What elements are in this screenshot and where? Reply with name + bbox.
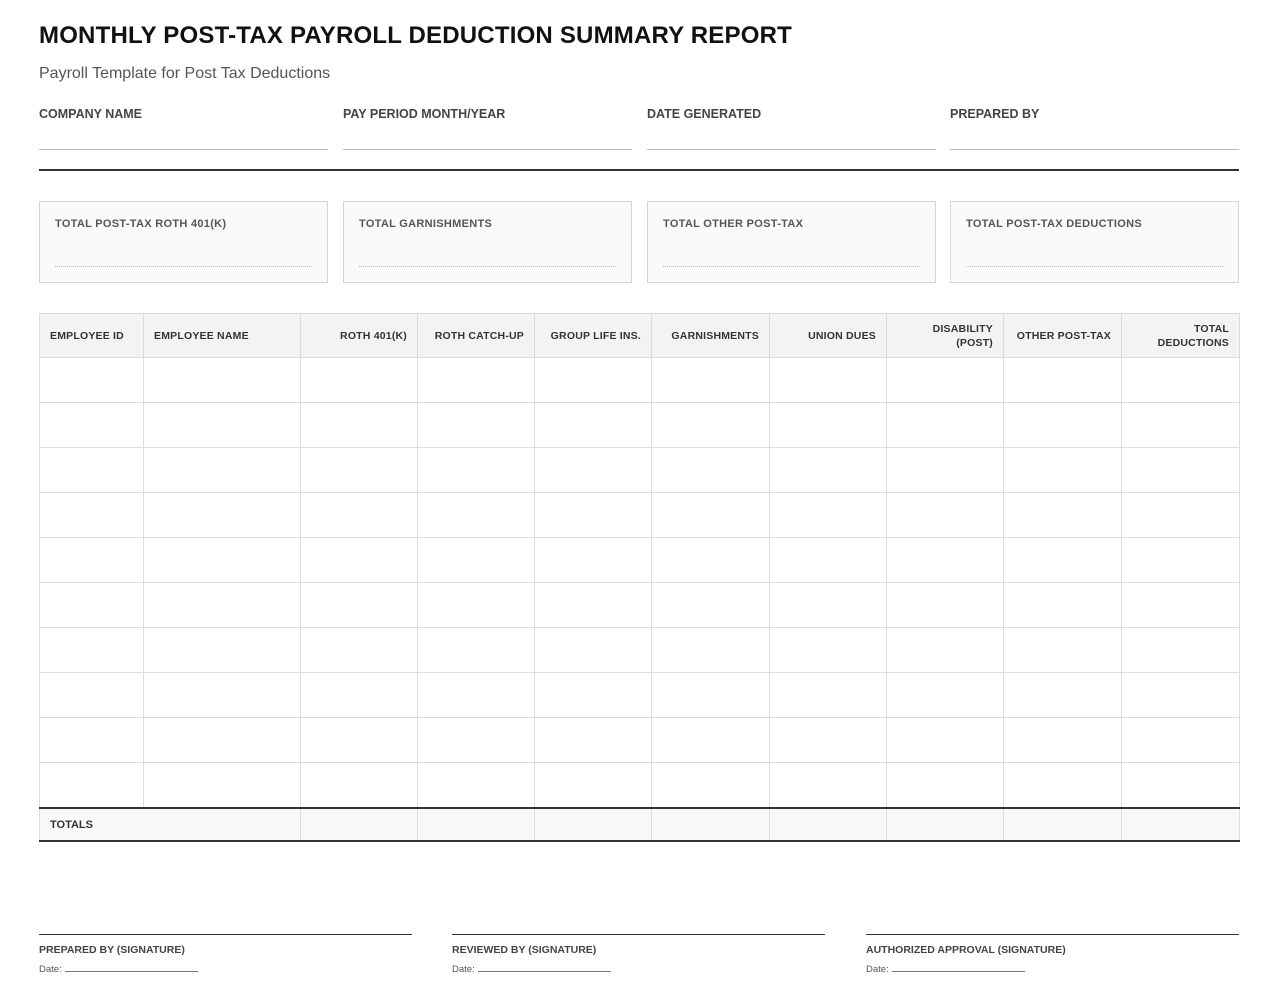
table-cell[interactable] bbox=[535, 673, 652, 718]
table-cell[interactable] bbox=[40, 583, 144, 628]
table-cell[interactable] bbox=[652, 763, 770, 809]
company-name-label: COMPANY NAME bbox=[39, 107, 143, 121]
summary-card-total-deductions bbox=[950, 201, 1239, 283]
totals-cell[interactable] bbox=[1004, 808, 1122, 841]
table-cell[interactable] bbox=[1004, 763, 1122, 809]
prepared-by-label: PREPARED BY bbox=[950, 107, 1040, 121]
totals-label: TOTALS bbox=[40, 808, 301, 841]
signature-date-blank[interactable] bbox=[478, 963, 611, 972]
table-header bbox=[40, 314, 1240, 358]
table-cell[interactable] bbox=[144, 493, 301, 538]
summary-card-label: TOTAL GARNISHMENTS bbox=[359, 218, 493, 230]
table-cell[interactable] bbox=[418, 583, 535, 628]
table-cell[interactable] bbox=[770, 358, 887, 403]
totals-cell[interactable] bbox=[301, 808, 418, 841]
totals-cell[interactable] bbox=[770, 808, 887, 841]
column-header: ROTH CATCH-UP bbox=[418, 314, 535, 358]
table-cell[interactable] bbox=[652, 583, 770, 628]
table-cell[interactable] bbox=[652, 538, 770, 583]
summary-card-other-post-tax bbox=[647, 201, 936, 283]
table-cell[interactable] bbox=[40, 493, 144, 538]
table-cell[interactable] bbox=[887, 718, 1004, 763]
table-cell[interactable] bbox=[301, 493, 418, 538]
table-cell[interactable] bbox=[652, 358, 770, 403]
table-cell[interactable] bbox=[770, 403, 887, 448]
table-cell[interactable] bbox=[301, 448, 418, 493]
table-cell[interactable] bbox=[418, 673, 535, 718]
table-cell[interactable] bbox=[887, 358, 1004, 403]
deductions-table bbox=[39, 313, 1240, 842]
summary-cards bbox=[39, 201, 1239, 283]
date-generated-label: DATE GENERATED bbox=[647, 107, 762, 121]
table-cell[interactable] bbox=[144, 358, 301, 403]
table-cell[interactable] bbox=[652, 628, 770, 673]
table-cell[interactable] bbox=[535, 538, 652, 583]
table-cell[interactable] bbox=[301, 628, 418, 673]
table-cell[interactable] bbox=[770, 448, 887, 493]
table-cell[interactable] bbox=[301, 583, 418, 628]
table-cell[interactable] bbox=[1122, 448, 1240, 493]
table-cell[interactable] bbox=[1004, 673, 1122, 718]
table-cell[interactable] bbox=[144, 583, 301, 628]
totals-cell[interactable] bbox=[1122, 808, 1240, 841]
table-cell[interactable] bbox=[652, 448, 770, 493]
table-row bbox=[40, 673, 1240, 718]
table-cell[interactable] bbox=[887, 763, 1004, 809]
column-header: GARNISHMENTS bbox=[652, 314, 770, 358]
column-header: EMPLOYEE NAME bbox=[144, 314, 301, 358]
summary-card-label: TOTAL POST-TAX DEDUCTIONS bbox=[966, 218, 1142, 230]
table-cell[interactable] bbox=[418, 493, 535, 538]
table-cell[interactable] bbox=[1004, 358, 1122, 403]
table-cell[interactable] bbox=[418, 718, 535, 763]
table-row bbox=[40, 403, 1240, 448]
column-header: TOTAL DEDUCTIONS bbox=[1122, 314, 1240, 358]
table-row bbox=[40, 493, 1240, 538]
table-cell[interactable] bbox=[301, 763, 418, 809]
pay-period-field[interactable] bbox=[343, 105, 632, 150]
totals-row bbox=[40, 808, 1240, 841]
table-cell[interactable] bbox=[144, 628, 301, 673]
table-cell[interactable] bbox=[1122, 538, 1240, 583]
table-row bbox=[40, 583, 1240, 628]
table-cell[interactable] bbox=[1122, 628, 1240, 673]
table-cell[interactable] bbox=[770, 673, 887, 718]
column-header: EMPLOYEE ID bbox=[40, 314, 144, 358]
table-cell[interactable] bbox=[535, 493, 652, 538]
table-cell[interactable] bbox=[301, 358, 418, 403]
table-cell[interactable] bbox=[887, 583, 1004, 628]
table-cell[interactable] bbox=[40, 718, 144, 763]
signature-date[interactable] bbox=[452, 963, 825, 975]
table-cell[interactable] bbox=[144, 403, 301, 448]
table-cell[interactable] bbox=[301, 403, 418, 448]
summary-card-roth-401k bbox=[39, 201, 328, 283]
prepared-by-field[interactable] bbox=[950, 105, 1239, 150]
table-row bbox=[40, 448, 1240, 493]
table-cell[interactable] bbox=[770, 493, 887, 538]
table-cell[interactable] bbox=[301, 718, 418, 763]
table-cell[interactable] bbox=[40, 448, 144, 493]
summary-card-value-line[interactable] bbox=[55, 266, 312, 267]
table-cell[interactable] bbox=[1004, 493, 1122, 538]
table-cell[interactable] bbox=[40, 673, 144, 718]
column-header: ROTH 401(K) bbox=[301, 314, 418, 358]
signature-date-label: Date: bbox=[39, 964, 62, 975]
table-body bbox=[40, 358, 1240, 809]
table-cell[interactable] bbox=[1004, 403, 1122, 448]
table-cell[interactable] bbox=[1004, 538, 1122, 583]
table-cell[interactable] bbox=[1122, 673, 1240, 718]
pay-period-label: PAY PERIOD MONTH/YEAR bbox=[343, 107, 506, 121]
table-cell[interactable] bbox=[144, 448, 301, 493]
column-header: GROUP LIFE INS. bbox=[535, 314, 652, 358]
report-title: MONTHLY POST-TAX PAYROLL DEDUCTION SUMMARY REPORT bbox=[39, 22, 792, 49]
table-cell[interactable] bbox=[535, 718, 652, 763]
table-cell[interactable] bbox=[1122, 718, 1240, 763]
table-cell[interactable] bbox=[40, 763, 144, 809]
table-cell[interactable] bbox=[1004, 718, 1122, 763]
table-row bbox=[40, 628, 1240, 673]
totals-cell[interactable] bbox=[418, 808, 535, 841]
table-cell[interactable] bbox=[770, 583, 887, 628]
summary-card-value-line[interactable] bbox=[663, 266, 920, 267]
table-row bbox=[40, 718, 1240, 763]
totals-cell[interactable] bbox=[887, 808, 1004, 841]
column-header: OTHER POST-TAX bbox=[1004, 314, 1122, 358]
table-cell[interactable] bbox=[652, 403, 770, 448]
table-cell[interactable] bbox=[301, 673, 418, 718]
table-cell[interactable] bbox=[1122, 403, 1240, 448]
table-cell[interactable] bbox=[535, 403, 652, 448]
table-cell[interactable] bbox=[418, 763, 535, 809]
signature-label: PREPARED BY (SIGNATURE) bbox=[39, 944, 185, 956]
signature-date-blank[interactable] bbox=[892, 963, 1025, 972]
table-cell[interactable] bbox=[887, 493, 1004, 538]
signature-label: AUTHORIZED APPROVAL (SIGNATURE) bbox=[866, 944, 1066, 956]
table-cell[interactable] bbox=[40, 403, 144, 448]
table-cell[interactable] bbox=[770, 718, 887, 763]
signature-date[interactable] bbox=[866, 963, 1239, 975]
table-cell[interactable] bbox=[144, 763, 301, 809]
table-footer bbox=[40, 808, 1240, 841]
table-cell[interactable] bbox=[535, 583, 652, 628]
table-cell[interactable] bbox=[887, 628, 1004, 673]
table-cell[interactable] bbox=[418, 538, 535, 583]
table-cell[interactable] bbox=[535, 448, 652, 493]
table-cell[interactable] bbox=[887, 448, 1004, 493]
column-header: DISABILITY (POST) bbox=[887, 314, 1004, 358]
signature-prepared-by bbox=[39, 934, 412, 975]
report-subtitle: Payroll Template for Post Tax Deductions bbox=[39, 65, 331, 82]
table-cell[interactable] bbox=[535, 763, 652, 809]
table-cell[interactable] bbox=[418, 448, 535, 493]
signature-label: REVIEWED BY (SIGNATURE) bbox=[452, 944, 597, 956]
table-cell[interactable] bbox=[144, 673, 301, 718]
table-row bbox=[40, 763, 1240, 809]
table-cell[interactable] bbox=[887, 403, 1004, 448]
table-cell[interactable] bbox=[1004, 583, 1122, 628]
table-cell[interactable] bbox=[40, 628, 144, 673]
summary-card-value-line[interactable] bbox=[966, 266, 1223, 267]
table-cell[interactable] bbox=[418, 628, 535, 673]
table-row bbox=[40, 538, 1240, 583]
column-header: UNION DUES bbox=[770, 314, 887, 358]
table-cell[interactable] bbox=[40, 538, 144, 583]
table-cell[interactable] bbox=[144, 718, 301, 763]
company-name-field[interactable] bbox=[39, 105, 328, 150]
table-cell[interactable] bbox=[652, 493, 770, 538]
table-cell[interactable] bbox=[301, 538, 418, 583]
table-cell[interactable] bbox=[770, 628, 887, 673]
table-cell[interactable] bbox=[1122, 583, 1240, 628]
table-cell[interactable] bbox=[418, 358, 535, 403]
table-cell[interactable] bbox=[1122, 493, 1240, 538]
table-cell[interactable] bbox=[144, 538, 301, 583]
date-generated-field[interactable] bbox=[647, 105, 936, 150]
table-cell[interactable] bbox=[1004, 448, 1122, 493]
table-row bbox=[40, 358, 1240, 403]
table-cell[interactable] bbox=[1004, 628, 1122, 673]
table-cell[interactable] bbox=[1122, 763, 1240, 809]
summary-card-value-line[interactable] bbox=[359, 266, 616, 267]
table-cell[interactable] bbox=[652, 673, 770, 718]
signature-date-label: Date: bbox=[866, 964, 889, 975]
table-cell[interactable] bbox=[40, 358, 144, 403]
summary-card-garnishments bbox=[343, 201, 632, 283]
table-cell[interactable] bbox=[535, 358, 652, 403]
report-meta bbox=[39, 105, 1239, 149]
signature-date-blank[interactable] bbox=[65, 963, 198, 972]
table-cell[interactable] bbox=[535, 628, 652, 673]
totals-cell[interactable] bbox=[535, 808, 652, 841]
table-cell[interactable] bbox=[418, 403, 535, 448]
table-cell[interactable] bbox=[887, 538, 1004, 583]
signature-authorized-approval bbox=[866, 934, 1239, 975]
table-cell[interactable] bbox=[652, 718, 770, 763]
signature-reviewed-by bbox=[452, 934, 825, 975]
table-cell[interactable] bbox=[887, 673, 1004, 718]
table-cell[interactable] bbox=[770, 763, 887, 809]
summary-card-label: TOTAL POST-TAX ROTH 401(K) bbox=[55, 218, 227, 230]
header-divider bbox=[39, 169, 1239, 171]
table-cell[interactable] bbox=[1122, 358, 1240, 403]
summary-card-label: TOTAL OTHER POST-TAX bbox=[663, 218, 804, 230]
table-cell[interactable] bbox=[770, 538, 887, 583]
signature-date-label: Date: bbox=[452, 964, 475, 975]
signature-date[interactable] bbox=[39, 963, 412, 975]
totals-cell[interactable] bbox=[652, 808, 770, 841]
